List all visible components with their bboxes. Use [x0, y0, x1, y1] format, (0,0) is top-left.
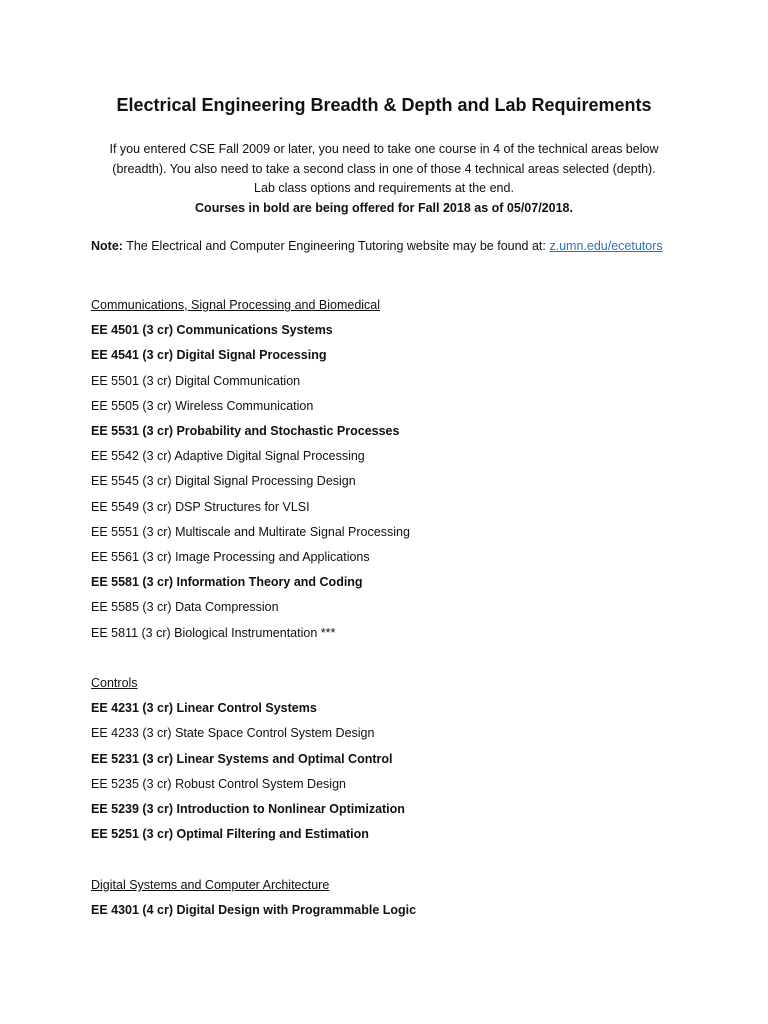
intro-bold-line: Courses in bold are being offered for Fall 2018 as of 05/07/2018.	[195, 200, 573, 215]
intro-line: If you entered CSE Fall 2009 or later, you need to take one course in 4 of the technical areas below	[109, 142, 659, 156]
course-item: EE 5549 (3 cr) DSP Structures for VLSI	[91, 499, 310, 514]
course-item: EE 5505 (3 cr) Wireless Communication	[91, 398, 314, 413]
course-item: EE 5501 (3 cr) Digital Communication	[91, 373, 301, 388]
course-item: EE 5231 (3 cr) Linear Systems and Optimal Control	[91, 751, 393, 766]
course-item: EE 5545 (3 cr) Digital Signal Processing Design	[91, 474, 356, 489]
note-text: The Electrical and Computer Engineering Tutoring website may be found at:	[122, 239, 550, 253]
course-item: EE 5251 (3 cr) Optimal Filtering and Estimation	[91, 827, 369, 842]
course-item: EE 5235 (3 cr) Robust Control System Design	[91, 776, 346, 791]
page-title: Electrical Engineering Breadth & Depth and Lab Requirements	[116, 95, 652, 115]
course-item: EE 4231 (3 cr) Linear Control Systems	[91, 701, 317, 716]
course-item: EE 5531 (3 cr) Probability and Stochastic Processes	[91, 424, 400, 438]
course-item: EE 5551 (3 cr) Multiscale and Multirate Signal Processing	[91, 524, 410, 539]
course-item: EE 5811 (3 cr) Biological Instrumentation ***	[91, 625, 336, 640]
course-item: EE 4541 (3 cr) Digital Signal Processing	[91, 348, 327, 363]
course-item: EE 5542 (3 cr) Adaptive Digital Signal Processing	[91, 449, 365, 464]
intro-line: (breadth). You also need to take a second class in one of those 4 technical areas selected (depth).	[112, 161, 656, 176]
course-item: EE 5239 (3 cr) Introduction to Nonlinear Optimization	[91, 802, 405, 816]
intro-line: Lab class options and requirements at the end.	[254, 181, 514, 195]
course-item: EE 5585 (3 cr) Data Compression	[91, 600, 279, 615]
section-heading: Controls	[91, 676, 138, 690]
section-heading: Digital Systems and Computer Architecture	[91, 878, 330, 892]
course-item: EE 4501 (3 cr) Communications Systems	[91, 323, 333, 338]
course-item: EE 5561 (3 cr) Image Processing and Applications	[91, 550, 370, 564]
tutoring-link[interactable]: z.umn.edu/ecetutors	[549, 239, 663, 253]
note-line	[91, 237, 663, 255]
course-item: EE 4233 (3 cr) State Space Control System Design	[91, 726, 375, 741]
note-label: Note:	[91, 239, 123, 253]
course-item: EE 5581 (3 cr) Information Theory and Coding	[91, 575, 363, 590]
intro-paragraph	[60, 140, 708, 218]
section-heading: Communications, Signal Processing and Biomedical	[91, 298, 381, 312]
course-item: EE 4301 (4 cr) Digital Design with Programmable Logic	[91, 903, 417, 918]
